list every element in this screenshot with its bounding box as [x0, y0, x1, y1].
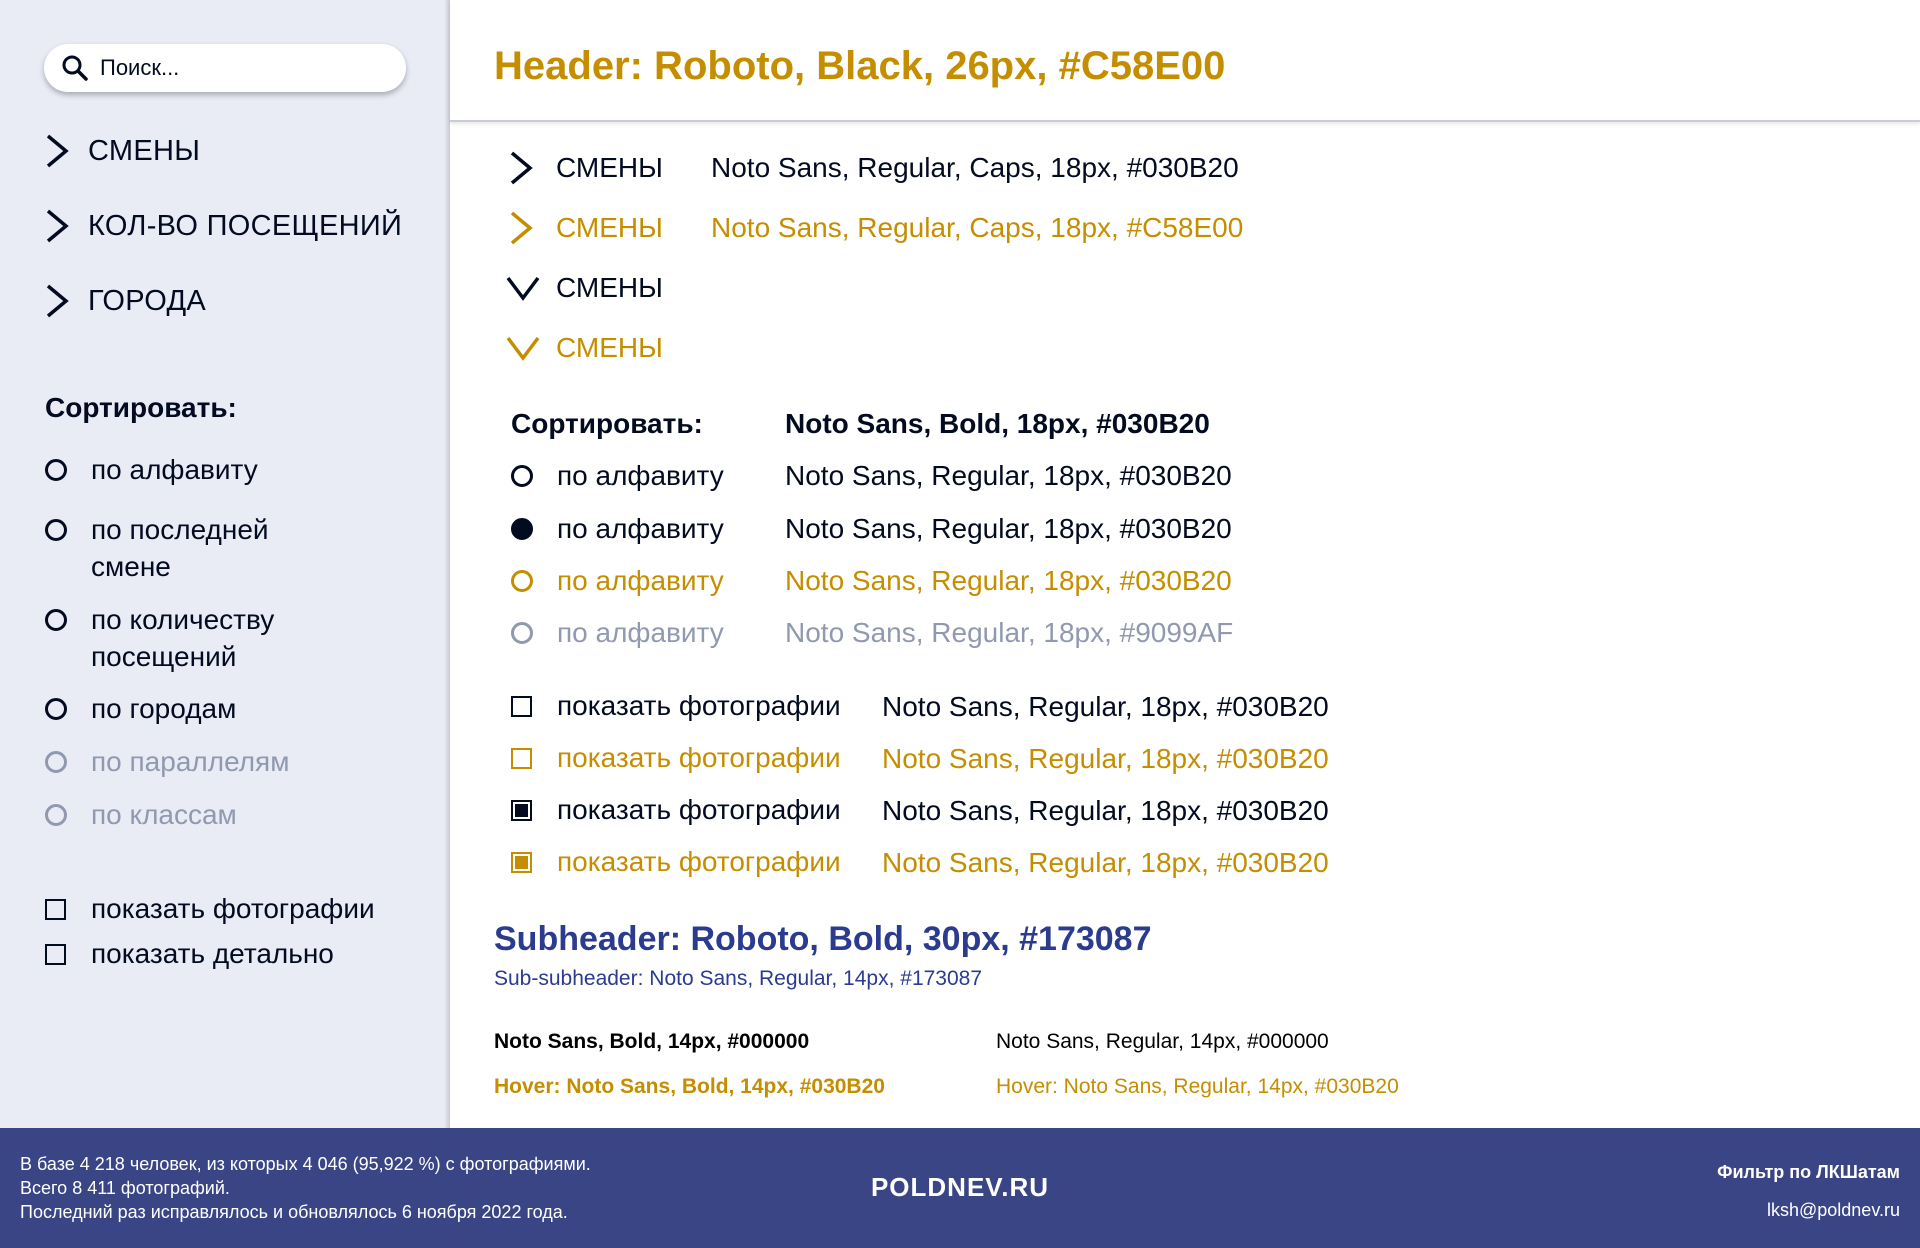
- page-title: Header: Roboto, Black, 26px, #C58E00: [494, 44, 1226, 88]
- sort-option-alphabet[interactable]: [45, 451, 361, 488]
- sort-option-label: по классам: [91, 799, 237, 830]
- sort-option-label: по алфавиту: [91, 454, 258, 485]
- sort-option-visit-count[interactable]: [45, 601, 301, 675]
- sort-demo-title: Сортировать:: [511, 408, 703, 439]
- footer: [0, 1128, 1920, 1248]
- sidebar-item-cities[interactable]: [42, 281, 206, 321]
- subheader-sample: Subheader: Roboto, Bold, 30px, #173087: [494, 920, 1152, 958]
- footer-stats-line: В базе 4 218 человек, из которых 4 046 (95,922 %) с фотографиями.: [20, 1154, 591, 1174]
- checkbox-demo-checked[interactable]: [511, 794, 841, 826]
- radio-demo-spec: Noto Sans, Regular, 18px, #030B20: [785, 460, 1232, 491]
- radio-demo-label: по алфавиту: [557, 617, 724, 648]
- checkbox-demo-label: показать фотографии: [557, 846, 841, 877]
- sidebar-item-label: КОЛ-ВО ПОСЕЩЕНИЙ: [88, 209, 403, 242]
- nav-demo-label: СМЕНЫ: [556, 272, 663, 303]
- sort-option-last-session[interactable]: [45, 511, 291, 585]
- sort-title: Сортировать:: [45, 392, 237, 423]
- nav-demo-label: СМЕНЫ: [556, 212, 663, 243]
- radio-demo-default[interactable]: [511, 460, 724, 492]
- sort-option-label: по городам: [91, 693, 237, 724]
- radio-disabled-icon: [45, 804, 67, 826]
- radio-demo-hover[interactable]: [511, 565, 724, 597]
- nav-demo-expanded-hover[interactable]: [506, 328, 663, 368]
- checkbox-demo-label: показать фотографии: [557, 742, 841, 773]
- search-input[interactable]: [44, 44, 406, 92]
- text-bold-hover-sample[interactable]: Hover: Noto Sans, Bold, 14px, #030B20: [494, 1075, 885, 1098]
- radio-disabled-icon: [511, 622, 533, 644]
- footer-stats-line: Последний раз исправлялось и обновлялось 6 ноября 2022 года.: [20, 1202, 568, 1222]
- radio-empty-icon: [45, 519, 67, 541]
- sidebar-item-label: ГОРОДА: [88, 284, 207, 317]
- sort-option-parallels: [45, 743, 361, 780]
- nav-demo-default[interactable]: [506, 148, 663, 188]
- radio-demo-label: по алфавиту: [557, 565, 724, 596]
- checkbox-demo-spec: Noto Sans, Regular, 18px, #030B20: [882, 743, 1329, 774]
- checkbox-demo-default[interactable]: [511, 690, 841, 722]
- radio-empty-icon: [45, 698, 67, 720]
- chevron-right-icon: [42, 281, 72, 321]
- chevron-right-icon: [42, 206, 72, 246]
- chevron-down-icon: [506, 268, 540, 308]
- sidebar: [0, 0, 450, 1128]
- search-icon: [60, 53, 90, 83]
- checkbox-empty-icon: [45, 899, 66, 920]
- text-regular-hover-sample[interactable]: Hover: Noto Sans, Regular, 14px, #030B20: [996, 1075, 1399, 1098]
- checkbox-label: показать детально: [91, 938, 334, 969]
- nav-demo-label: СМЕНЫ: [556, 152, 663, 183]
- subsubheader-sample: Sub-subheader: Noto Sans, Regular, 14px, #173087: [494, 967, 983, 990]
- radio-demo-spec: Noto Sans, Regular, 18px, #030B20: [785, 513, 1232, 544]
- checkbox-demo-spec: Noto Sans, Regular, 18px, #030B20: [882, 795, 1329, 826]
- nav-demo-expanded[interactable]: [506, 268, 663, 308]
- chevron-down-icon: [506, 328, 540, 368]
- footer-brand-link[interactable]: POLDNEV.RU: [870, 1172, 1050, 1202]
- checkbox-empty-icon: [511, 748, 532, 769]
- sort-option-label: по количеству посещений: [91, 604, 275, 672]
- sort-option-label: по параллелям: [91, 746, 290, 777]
- checkbox-label: показать фотографии: [91, 893, 375, 924]
- nav-demo-spec: Noto Sans, Regular, Caps, 18px, #C58E00: [711, 212, 1244, 243]
- checkbox-demo-spec: Noto Sans, Regular, 18px, #030B20: [882, 691, 1329, 722]
- sidebar-item-label: СМЕНЫ: [88, 134, 201, 167]
- nav-demo-hover[interactable]: [506, 208, 663, 248]
- sort-option-cities[interactable]: [45, 690, 361, 727]
- radio-disabled-icon: [45, 751, 67, 773]
- checkbox-demo-hover[interactable]: [511, 742, 841, 774]
- sidebar-item-visits[interactable]: [42, 206, 402, 246]
- show-details-checkbox[interactable]: [45, 938, 334, 970]
- footer-filter-link[interactable]: Фильтр по ЛКШатам: [1717, 1162, 1900, 1182]
- show-photos-checkbox[interactable]: [45, 893, 375, 925]
- radio-empty-icon: [45, 609, 67, 631]
- chevron-right-icon: [506, 148, 536, 188]
- sort-option-label: по последней смене: [91, 514, 269, 582]
- checkbox-demo-label: показать фотографии: [557, 690, 841, 721]
- radio-demo-label: по алфавиту: [557, 460, 724, 491]
- radio-empty-icon: [511, 465, 533, 487]
- radio-demo-label: по алфавиту: [557, 513, 724, 544]
- radio-demo-spec: Noto Sans, Regular, 18px, #9099AF: [785, 617, 1234, 648]
- radio-empty-icon: [511, 570, 533, 592]
- text-regular-sample: Noto Sans, Regular, 14px, #000000: [996, 1030, 1329, 1053]
- radio-demo-disabled: [511, 617, 724, 649]
- radio-filled-icon: [511, 518, 533, 540]
- radio-empty-icon: [45, 459, 67, 481]
- search-placeholder: Поиск...: [100, 55, 180, 80]
- checkbox-demo-spec: Noto Sans, Regular, 18px, #030B20: [882, 847, 1329, 878]
- footer-stats-line: Всего 8 411 фотографий.: [20, 1178, 230, 1198]
- chevron-right-icon: [42, 131, 72, 171]
- checkbox-checked-icon: [511, 800, 532, 821]
- sort-option-classes: [45, 796, 361, 833]
- sidebar-item-smeny[interactable]: [42, 131, 200, 171]
- nav-demo-label: СМЕНЫ: [556, 332, 663, 363]
- chevron-right-icon: [506, 208, 536, 248]
- radio-demo-selected[interactable]: [511, 513, 724, 545]
- checkbox-demo-label: показать фотографии: [557, 794, 841, 825]
- checkbox-empty-icon: [511, 696, 532, 717]
- sort-demo-title-spec: Noto Sans, Bold, 18px, #030B20: [785, 408, 1210, 439]
- footer-email-link[interactable]: lksh@poldnev.ru: [1766, 1200, 1900, 1220]
- nav-demo-spec: Noto Sans, Regular, Caps, 18px, #030B20: [711, 152, 1239, 183]
- checkbox-empty-icon: [45, 944, 66, 965]
- text-bold-sample: Noto Sans, Bold, 14px, #000000: [494, 1030, 810, 1053]
- radio-demo-spec: Noto Sans, Regular, 18px, #030B20: [785, 565, 1232, 596]
- checkbox-demo-checked-hover[interactable]: [511, 846, 841, 878]
- checkbox-checked-icon: [511, 852, 532, 873]
